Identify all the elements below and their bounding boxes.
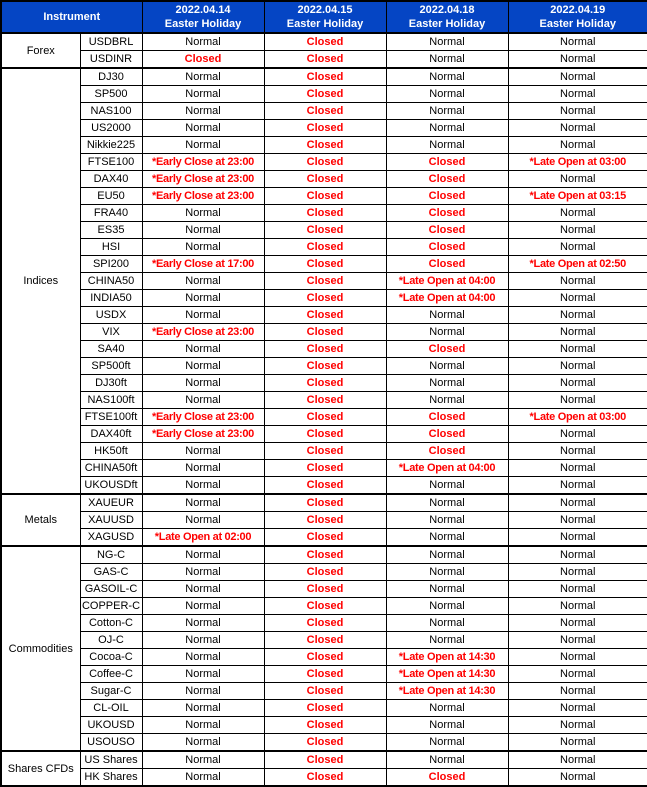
status-cell: Normal: [386, 734, 508, 752]
status-cell: Closed: [264, 33, 386, 51]
table-row: [1, 358, 647, 375]
table-row: [1, 341, 647, 358]
status-cell: Normal: [508, 86, 647, 103]
status-cell: Closed: [264, 392, 386, 409]
status-cell: *Early Close at 23:00: [142, 171, 264, 188]
instrument-cell: Cotton-C: [80, 615, 142, 632]
status-cell: Closed: [142, 51, 264, 69]
status-cell: Closed: [264, 632, 386, 649]
status-cell: Normal: [508, 546, 647, 564]
status-cell: Normal: [142, 33, 264, 51]
status-cell: Normal: [142, 632, 264, 649]
table-row: [1, 769, 647, 787]
instrument-cell: USOUSO: [80, 734, 142, 752]
instrument-cell: INDIA50: [80, 290, 142, 307]
status-cell: Normal: [386, 33, 508, 51]
instrument-cell: XAGUSD: [80, 529, 142, 547]
status-cell: Closed: [264, 375, 386, 392]
status-cell: Closed: [264, 443, 386, 460]
status-cell: Normal: [508, 290, 647, 307]
header-date: 2022.04.14: [143, 3, 264, 17]
status-cell: Closed: [264, 751, 386, 769]
table-row: [1, 666, 647, 683]
table-row: [1, 460, 647, 477]
instrument-cell: SA40: [80, 341, 142, 358]
status-cell: Normal: [142, 392, 264, 409]
status-cell: Normal: [386, 120, 508, 137]
instrument-cell: FTSE100ft: [80, 409, 142, 426]
table-body: [1, 33, 647, 786]
status-cell: Normal: [142, 494, 264, 512]
status-cell: Closed: [264, 171, 386, 188]
status-cell: *Late Open at 02:50: [508, 256, 647, 273]
status-cell: Closed: [264, 188, 386, 205]
status-cell: Normal: [386, 751, 508, 769]
table-row: [1, 409, 647, 426]
instrument-cell: SPI200: [80, 256, 142, 273]
status-cell: Normal: [508, 51, 647, 69]
category-cell: Shares CFDs: [1, 751, 80, 786]
status-cell: Normal: [508, 529, 647, 547]
status-cell: Normal: [386, 137, 508, 154]
status-cell: Normal: [508, 751, 647, 769]
table-row: [1, 581, 647, 598]
status-cell: Normal: [142, 273, 264, 290]
status-cell: Normal: [508, 581, 647, 598]
instrument-cell: CHINA50: [80, 273, 142, 290]
instrument-cell: DAX40ft: [80, 426, 142, 443]
header-date: 2022.04.19: [509, 3, 647, 17]
status-cell: Closed: [386, 171, 508, 188]
status-cell: Normal: [386, 546, 508, 564]
instrument-cell: CL-OIL: [80, 700, 142, 717]
status-cell: *Late Open at 04:00: [386, 273, 508, 290]
table-row: [1, 649, 647, 666]
status-cell: Closed: [264, 649, 386, 666]
status-cell: Closed: [264, 103, 386, 120]
table-row: [1, 426, 647, 443]
status-cell: Normal: [508, 666, 647, 683]
status-cell: Normal: [508, 564, 647, 581]
status-cell: Normal: [508, 649, 647, 666]
status-cell: Closed: [264, 154, 386, 171]
status-cell: Closed: [264, 51, 386, 69]
status-cell: Normal: [386, 392, 508, 409]
status-cell: *Early Close at 23:00: [142, 154, 264, 171]
status-cell: Normal: [142, 649, 264, 666]
status-cell: Normal: [508, 205, 647, 222]
status-cell: Normal: [142, 666, 264, 683]
table-row: [1, 273, 647, 290]
status-cell: *Late Open at 03:00: [508, 409, 647, 426]
status-cell: Normal: [142, 734, 264, 752]
status-cell: Normal: [142, 86, 264, 103]
status-cell: Normal: [508, 307, 647, 324]
status-cell: Normal: [386, 512, 508, 529]
table-row: [1, 171, 647, 188]
table-row: [1, 290, 647, 307]
instrument-cell: US2000: [80, 120, 142, 137]
status-cell: Normal: [508, 683, 647, 700]
instrument-cell: Coffee-C: [80, 666, 142, 683]
status-cell: *Late Open at 14:30: [386, 649, 508, 666]
status-cell: Closed: [264, 426, 386, 443]
table-row: [1, 615, 647, 632]
status-cell: Normal: [508, 769, 647, 787]
status-cell: Closed: [386, 443, 508, 460]
status-cell: Normal: [142, 598, 264, 615]
status-cell: Closed: [264, 239, 386, 256]
header-subtitle: Easter Holiday: [509, 17, 647, 31]
table-row: [1, 324, 647, 341]
instrument-cell: OJ-C: [80, 632, 142, 649]
status-cell: Closed: [264, 273, 386, 290]
table-row: [1, 154, 647, 171]
status-cell: *Early Close at 23:00: [142, 324, 264, 341]
status-cell: Closed: [386, 256, 508, 273]
instrument-cell: SP500ft: [80, 358, 142, 375]
status-cell: Normal: [142, 477, 264, 495]
table-row: [1, 546, 647, 564]
instrument-cell: DJ30ft: [80, 375, 142, 392]
table-row: [1, 494, 647, 512]
status-cell: Normal: [142, 341, 264, 358]
instrument-cell: HK Shares: [80, 769, 142, 787]
status-cell: Normal: [142, 290, 264, 307]
status-cell: Normal: [508, 598, 647, 615]
status-cell: Closed: [264, 529, 386, 547]
status-cell: Normal: [142, 683, 264, 700]
status-cell: Normal: [386, 477, 508, 495]
status-cell: Normal: [508, 477, 647, 495]
status-cell: Normal: [386, 307, 508, 324]
status-cell: Closed: [386, 769, 508, 787]
status-cell: Normal: [508, 632, 647, 649]
status-cell: Normal: [142, 717, 264, 734]
category-cell: Indices: [1, 68, 80, 494]
header-instrument: Instrument: [1, 1, 142, 33]
status-cell: Normal: [508, 324, 647, 341]
status-cell: Normal: [508, 494, 647, 512]
instrument-cell: DJ30: [80, 68, 142, 86]
status-cell: Closed: [264, 222, 386, 239]
status-cell: Closed: [264, 734, 386, 752]
status-cell: Normal: [386, 494, 508, 512]
table-row: [1, 477, 647, 495]
status-cell: Normal: [386, 375, 508, 392]
status-cell: Normal: [142, 222, 264, 239]
instrument-cell: NAS100: [80, 103, 142, 120]
status-cell: Normal: [508, 222, 647, 239]
status-cell: Normal: [386, 51, 508, 69]
table-row: [1, 392, 647, 409]
status-cell: Normal: [508, 358, 647, 375]
header-subtitle: Easter Holiday: [143, 17, 264, 31]
table-row: [1, 86, 647, 103]
header-row: [1, 1, 647, 33]
instrument-cell: GAS-C: [80, 564, 142, 581]
status-cell: Closed: [264, 666, 386, 683]
status-cell: Closed: [264, 341, 386, 358]
status-cell: Normal: [142, 375, 264, 392]
status-cell: Normal: [508, 33, 647, 51]
status-cell: Normal: [386, 564, 508, 581]
instrument-cell: DAX40: [80, 171, 142, 188]
status-cell: Normal: [142, 103, 264, 120]
instrument-cell: Nikkie225: [80, 137, 142, 154]
table-row: [1, 512, 647, 529]
status-cell: Closed: [264, 358, 386, 375]
status-cell: Normal: [142, 120, 264, 137]
status-cell: Normal: [508, 392, 647, 409]
status-cell: Closed: [386, 154, 508, 171]
status-cell: Normal: [386, 68, 508, 86]
status-cell: Closed: [264, 256, 386, 273]
status-cell: Normal: [508, 512, 647, 529]
header-subtitle: Easter Holiday: [265, 17, 386, 31]
status-cell: Normal: [142, 239, 264, 256]
status-cell: Closed: [264, 581, 386, 598]
table-row: [1, 700, 647, 717]
status-cell: Normal: [508, 137, 647, 154]
table-row: [1, 33, 647, 51]
status-cell: Closed: [264, 120, 386, 137]
instrument-cell: UKOUSD: [80, 717, 142, 734]
status-cell: Normal: [142, 769, 264, 787]
status-cell: *Late Open at 04:00: [386, 290, 508, 307]
status-cell: Closed: [264, 324, 386, 341]
table-row: [1, 239, 647, 256]
status-cell: Normal: [142, 751, 264, 769]
instrument-cell: US Shares: [80, 751, 142, 769]
status-cell: Closed: [264, 769, 386, 787]
status-cell: Normal: [386, 598, 508, 615]
status-cell: *Late Open at 03:15: [508, 188, 647, 205]
table-row: [1, 188, 647, 205]
category-cell: Commodities: [1, 546, 80, 751]
table-row: [1, 68, 647, 86]
instrument-cell: NAS100ft: [80, 392, 142, 409]
instrument-cell: CHINA50ft: [80, 460, 142, 477]
table-row: [1, 564, 647, 581]
status-cell: Normal: [508, 615, 647, 632]
table-row: [1, 375, 647, 392]
instrument-cell: HSI: [80, 239, 142, 256]
instrument-cell: Sugar-C: [80, 683, 142, 700]
instrument-cell: FRA40: [80, 205, 142, 222]
instrument-cell: FTSE100: [80, 154, 142, 171]
status-cell: Normal: [386, 86, 508, 103]
status-cell: Normal: [142, 443, 264, 460]
instrument-cell: COPPER-C: [80, 598, 142, 615]
status-cell: *Early Close at 23:00: [142, 426, 264, 443]
status-cell: Normal: [142, 460, 264, 477]
table-row: [1, 222, 647, 239]
table-row: [1, 529, 647, 547]
status-cell: *Early Close at 23:00: [142, 409, 264, 426]
instrument-cell: ES35: [80, 222, 142, 239]
status-cell: *Late Open at 14:30: [386, 683, 508, 700]
table-row: [1, 137, 647, 154]
status-cell: Closed: [264, 700, 386, 717]
status-cell: Normal: [142, 307, 264, 324]
status-cell: Closed: [264, 290, 386, 307]
header-date-col-4: [508, 1, 647, 33]
status-cell: Normal: [386, 581, 508, 598]
status-cell: Normal: [142, 615, 264, 632]
status-cell: Closed: [264, 683, 386, 700]
status-cell: Normal: [508, 460, 647, 477]
status-cell: Normal: [142, 564, 264, 581]
table-row: [1, 598, 647, 615]
status-cell: Normal: [386, 103, 508, 120]
status-cell: Closed: [264, 494, 386, 512]
table-row: [1, 734, 647, 752]
status-cell: Normal: [142, 137, 264, 154]
status-cell: Normal: [508, 103, 647, 120]
status-cell: Closed: [264, 717, 386, 734]
status-cell: *Late Open at 02:00: [142, 529, 264, 547]
status-cell: Normal: [508, 734, 647, 752]
status-cell: *Early Close at 17:00: [142, 256, 264, 273]
instrument-cell: Cocoa-C: [80, 649, 142, 666]
status-cell: Normal: [386, 632, 508, 649]
instrument-cell: USDX: [80, 307, 142, 324]
instrument-cell: SP500: [80, 86, 142, 103]
header-subtitle: Easter Holiday: [387, 17, 508, 31]
header-date: 2022.04.18: [387, 3, 508, 17]
status-cell: Closed: [386, 239, 508, 256]
instrument-cell: USDBRL: [80, 33, 142, 51]
table-row: [1, 205, 647, 222]
table-row: [1, 632, 647, 649]
table-row: [1, 443, 647, 460]
instrument-cell: VIX: [80, 324, 142, 341]
status-cell: Closed: [264, 546, 386, 564]
status-cell: Normal: [386, 324, 508, 341]
status-cell: Closed: [386, 222, 508, 239]
instrument-cell: XAUEUR: [80, 494, 142, 512]
instrument-cell: GASOIL-C: [80, 581, 142, 598]
status-cell: Normal: [508, 273, 647, 290]
status-cell: Normal: [508, 443, 647, 460]
status-cell: Normal: [508, 68, 647, 86]
status-cell: Closed: [264, 564, 386, 581]
status-cell: Closed: [264, 205, 386, 222]
table-row: [1, 120, 647, 137]
status-cell: Normal: [142, 68, 264, 86]
status-cell: *Early Close at 23:00: [142, 188, 264, 205]
status-cell: Normal: [508, 171, 647, 188]
status-cell: Normal: [508, 700, 647, 717]
status-cell: Closed: [264, 615, 386, 632]
table-row: [1, 256, 647, 273]
status-cell: Normal: [508, 426, 647, 443]
status-cell: Normal: [386, 358, 508, 375]
instrument-cell: EU50: [80, 188, 142, 205]
status-cell: Closed: [264, 409, 386, 426]
status-cell: Normal: [142, 700, 264, 717]
status-cell: Normal: [142, 205, 264, 222]
status-cell: Normal: [508, 341, 647, 358]
header-date: 2022.04.15: [265, 3, 386, 17]
table-row: [1, 51, 647, 69]
status-cell: Closed: [264, 512, 386, 529]
header-date-col-3: [386, 1, 508, 33]
table-row: [1, 751, 647, 769]
instrument-cell: HK50ft: [80, 443, 142, 460]
status-cell: Normal: [508, 120, 647, 137]
status-cell: Closed: [386, 205, 508, 222]
status-cell: Closed: [386, 426, 508, 443]
instrument-cell: USDINR: [80, 51, 142, 69]
instrument-cell: NG-C: [80, 546, 142, 564]
instrument-cell: XAUUSD: [80, 512, 142, 529]
category-cell: Metals: [1, 494, 80, 546]
status-cell: Closed: [264, 86, 386, 103]
status-cell: Normal: [508, 375, 647, 392]
instrument-cell: UKOUSDft: [80, 477, 142, 495]
status-cell: Normal: [386, 717, 508, 734]
status-cell: Closed: [386, 341, 508, 358]
status-cell: Closed: [264, 307, 386, 324]
table-header: [1, 1, 647, 33]
status-cell: Closed: [264, 477, 386, 495]
status-cell: Normal: [508, 717, 647, 734]
status-cell: *Late Open at 14:30: [386, 666, 508, 683]
status-cell: Closed: [386, 409, 508, 426]
status-cell: Normal: [386, 529, 508, 547]
table-row: [1, 103, 647, 120]
category-cell: Forex: [1, 33, 80, 68]
table-row: [1, 307, 647, 324]
status-cell: Closed: [264, 598, 386, 615]
status-cell: Closed: [264, 137, 386, 154]
status-cell: Normal: [142, 358, 264, 375]
status-cell: *Late Open at 04:00: [386, 460, 508, 477]
status-cell: Normal: [142, 512, 264, 529]
status-cell: Normal: [386, 615, 508, 632]
header-date-col-1: [142, 1, 264, 33]
status-cell: Closed: [264, 460, 386, 477]
header-date-col-2: [264, 1, 386, 33]
status-cell: Closed: [264, 68, 386, 86]
status-cell: Normal: [386, 700, 508, 717]
status-cell: Normal: [142, 581, 264, 598]
status-cell: *Late Open at 03:00: [508, 154, 647, 171]
status-cell: Normal: [142, 546, 264, 564]
table-row: [1, 683, 647, 700]
table-row: [1, 717, 647, 734]
status-cell: Closed: [386, 188, 508, 205]
status-cell: Normal: [508, 239, 647, 256]
